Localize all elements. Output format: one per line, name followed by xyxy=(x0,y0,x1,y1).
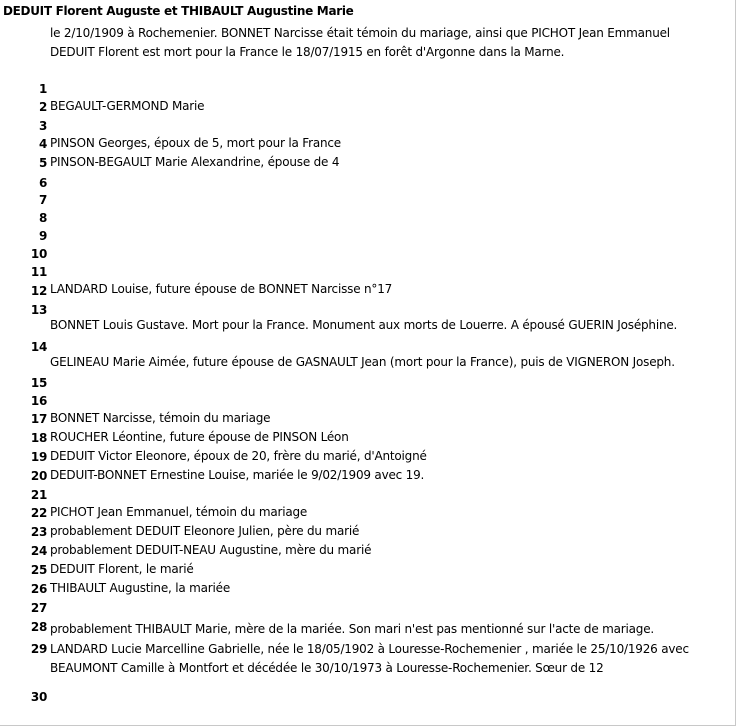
entry-number: 18 xyxy=(30,431,47,445)
entry-number: 1 xyxy=(38,82,47,96)
entry-number: 5 xyxy=(38,156,47,170)
entry-number: 15 xyxy=(30,376,47,390)
entry-number: 26 xyxy=(30,582,47,596)
entry-text: probablement DEDUIT-NEAU Augustine, mère du marié xyxy=(50,543,372,557)
entry-text: BONNET Louis Gustave. Mort pour la France. Monument aux morts de Louerre. A épousé GUERIN Joséphine. xyxy=(50,318,678,332)
entry-number: 29 xyxy=(30,642,47,656)
intro-line: le 2/10/1909 à Rochemenier. BONNET Narcisse était témoin du mariage, ainsi que PICHOT Jean Emmanuel xyxy=(50,26,670,40)
entry-text: DEDUIT Victor Eleonore, époux de 20, frère du marié, d'Antoigné xyxy=(50,449,427,463)
entry-number: 2 xyxy=(38,100,47,114)
entry-text: LANDARD Louise, future épouse de BONNET Narcisse n°17 xyxy=(50,282,393,296)
entry-text-continued: BEAUMONT Camille à Montfort et décédée le 30/10/1973 à Louresse-Rochemenier. Sœur de 12 xyxy=(50,661,604,675)
entry-text: DEDUIT-BONNET Ernestine Louise, mariée le 9/02/1909 avec 19. xyxy=(50,468,425,482)
entry-number: 3 xyxy=(38,119,47,133)
entry-number: 13 xyxy=(30,303,47,317)
entry-text: PINSON Georges, époux de 5, mort pour la France xyxy=(50,136,341,150)
entry-text: BONNET Narcisse, témoin du mariage xyxy=(50,411,271,425)
entry-number: 28 xyxy=(30,620,47,634)
entry-number: 22 xyxy=(30,506,47,520)
intro-line: DEDUIT Florent est mort pour la France le 18/07/1915 en forêt d'Argonne dans la Marne. xyxy=(50,45,565,59)
entry-text: PINSON-BEGAULT Marie Alexandrine, épouse de 4 xyxy=(50,155,340,169)
entry-number: 24 xyxy=(30,544,47,558)
entry-number: 8 xyxy=(38,211,47,225)
entry-number: 6 xyxy=(38,176,47,190)
entry-number: 21 xyxy=(30,488,47,502)
entry-text: THIBAULT Augustine, la mariée xyxy=(50,581,231,595)
page-title: DEDUIT Florent Auguste et THIBAULT Augustine Marie xyxy=(3,4,354,18)
entry-number: 17 xyxy=(30,412,47,426)
entry-number: 20 xyxy=(30,469,47,483)
entry-number: 27 xyxy=(30,601,47,615)
entry-number: 19 xyxy=(30,450,47,464)
entry-number: 12 xyxy=(30,284,47,298)
entry-number: 16 xyxy=(30,394,47,408)
entry-number: 23 xyxy=(30,525,47,539)
entry-number: 14 xyxy=(30,340,47,354)
entry-text: ROUCHER Léontine, future épouse de PINSON Léon xyxy=(50,430,349,444)
entry-number: 4 xyxy=(38,137,47,151)
entry-number: 11 xyxy=(30,265,47,279)
entry-number: 10 xyxy=(30,247,47,261)
entry-text: BEGAULT-GERMOND Marie xyxy=(50,99,205,113)
entry-text: PICHOT Jean Emmanuel, témoin du mariage xyxy=(50,505,308,519)
entry-text: LANDARD Lucie Marcelline Gabrielle, née le 18/05/1902 à Louresse-Rochemenier , mariée le 25/10/1926 avec xyxy=(50,642,689,656)
entry-number: 9 xyxy=(38,229,47,243)
entry-number: 30 xyxy=(30,690,47,704)
entry-text: probablement THIBAULT Marie, mère de la mariée. Son mari n'est pas mentionné sur l'acte de mariage. xyxy=(50,622,655,636)
entry-text: probablement DEDUIT Eleonore Julien, père du marié xyxy=(50,524,360,538)
entry-number: 25 xyxy=(30,563,47,577)
entry-text: DEDUIT Florent, le marié xyxy=(50,562,194,576)
entry-number: 7 xyxy=(38,193,47,207)
entry-text: GELINEAU Marie Aimée, future épouse de GASNAULT Jean (mort pour la France), puis de VIGNERON Joseph. xyxy=(50,355,675,369)
